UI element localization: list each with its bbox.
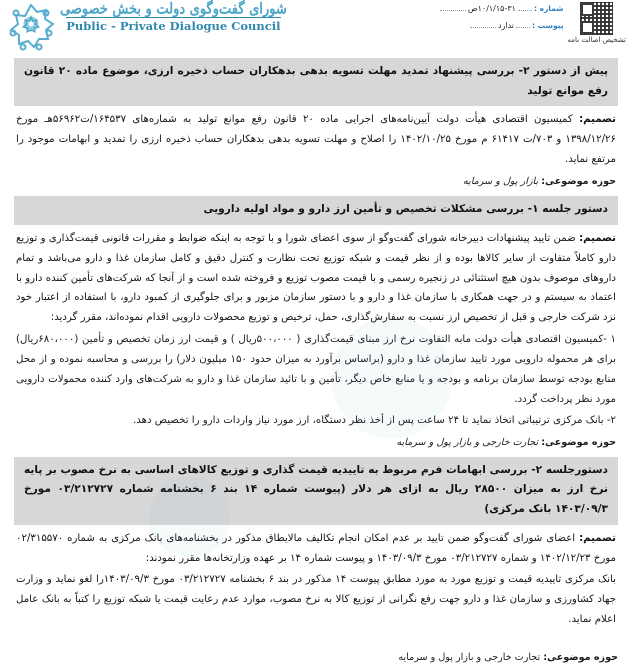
subject-label: حوزه موضوعی: <box>541 175 616 187</box>
numbered-item: ۱ -کمیسیون اقتصادی هیأت دولت مابه التفاوت نرخ ارز مبنای قیمت‌گذاری ( ۵۰۰،۰۰۰ریال ) و قیمت ارز زمان تخصیص و تأمین (۶۸۰،۰۰۰ریال) برای هر محموله دارویی مورد تایید سازمان غذا و دارو (براساس برآورد به میزان حدود ۱۵۰ میلیون دلار) را بررسی و محاسبه نموده و از محل منابع بودجه توسط سازمان برنامه و بودجه و یا منابع خاص دیگر، تأمین و با تائید سازمان غذا و دارو به شرکت‌های وارد کننده محمولات دارویی مورد نظر پرداخت گردد. <box>16 334 616 405</box>
attachment-row <box>440 20 564 30</box>
dotted-rule <box>516 20 530 28</box>
letter-meta-block <box>440 2 626 44</box>
logo-title-en: Public - Private Dialogue Council <box>66 19 281 33</box>
subject-value: تجارت خارجی و بازار پول و سرمایه <box>398 652 541 663</box>
section-heading: دستور جلسه ۱- بررسی مشکلات تخصیص و تأمین ارز دارو و مواد اولیه دارویی <box>14 196 618 225</box>
decision-paragraph <box>14 529 618 569</box>
decision-label: تصمیم: <box>579 532 616 544</box>
qr-caption: تشخیص اصالت نامه <box>567 36 626 44</box>
dotted-rule-tail <box>470 20 496 28</box>
letter-number-row <box>440 3 564 13</box>
decision-text: اعضای شورای گفت‌وگو ضمن تایید بر عدم امکان انجام تکالیف مالایطاق مذکور در بخشنامه‌های بانک مرکزی به شماره ۰۲/۳۱۵۵۷۰ مورخ ۱۴۰۲/۱۲/۲۳ و شماره ۰۳/۲۱۲۷۲۷ مورخ ۱۴۰۳/۰۹/۳ و پیوست شماره ۱۴ بر عهده وزارتخانه‌ها مقرر نمودند: <box>16 532 616 564</box>
decision-text: ضمن تایید پیشنهادات دبیرخانه شورای گفت‌وگو از سوی اعضای شورا و با توجه به اینکه ضوابط و مقررات قانونی قیمت‌گذاری و توزیع دارو کاملاً متفاوت از سایر کالاها بوده و از نظر قیمت و شبکه توزیع تحت نظارت و کنترل دقیق و کامل سازمان غذا و دارو می‌باشد و تمام داروهای موصوف بدون هیچ استثنائی در زنجیره رسمی و با قیمت مصوب توزیع و فروخته شده است و از آنجا که شرکت‌های تأمین کننده دارو با اعتماد به سیستم و در جهت همکاری با سازمان غذا و دارو و با دستور سازمان مزبور و برای جلوگیری از کمبود دارو، با استفاده از اعتبار خود نزد شرکت خارجی و قبل از تخصیص ارز نسبت به سفارش‌گذاری، حمل، ترخیص و توزیع محصولات دارویی اقدام نموده‌اند، مقرر گردید: <box>16 232 616 324</box>
section-heading: پیش از دستور ۲- بررسی پیشنهاد تمدید مهلت تسویه بدهی بدهکاران حساب ذخیره ارزی، موضوع ماده ۲۰ قانون رفع موانع تولید <box>14 58 618 106</box>
logo-title-fa: شورای گفت‌وگوی دولت و بخش خصوصی <box>60 0 287 19</box>
section-heading: دستورجلسه ۲- بررسی ابهامات فرم مربوط به تاییدیه قیمت گذاری و توزیع کالاهای اساسی به نرخ مصوب بر پایه نرخ ارز به میزان ۲۸۵۰۰ ریال به ازای هر دلار (پیوست شماره ۱۴ بند ۶ بخشنامه شماره ۰۳/۲۱۲۷۲۷ مورخ ۱۴۰۳/۰۹/۳ بانک مرکزی) <box>14 457 618 525</box>
decision-label: تصمیم: <box>579 114 617 126</box>
document-body <box>0 58 632 630</box>
authenticity-qr-block[interactable] <box>568 2 626 44</box>
decision-label: تصمیم: <box>579 232 616 244</box>
numbered-item: ۲- بانک مرکزی ترتیباتی اتخاذ نماید تا ۲۴ ساعت پس از أخذ نظر دستگاه، ارز مورد نیاز واردات دارو را تخصیص دهد. <box>133 414 616 426</box>
letter-number-value: ۱۰/۱/۱۵-۳۱ص <box>467 4 516 13</box>
dotted-rule-tail <box>440 3 466 11</box>
letterhead <box>0 0 632 52</box>
subject-line <box>14 434 618 451</box>
attachment-value: ندارد <box>497 21 515 30</box>
closing-paragraph: بانک مرکزی تاییدیه قیمت و توزیع مورد به مورد مطابق پیوست ۱۴ مذکور در بند ۶ بخشنامه ۰۳/۲۱۲۷۲۷ مورخ ۱۴۰۳/۰۹/۳را لغو نماید و وزارت جهاد کشاورزی و سازمان غذا و دارو جهت رفع نگرانی از توزیع کالا به نرخ مصوب، موارد عدم رعایت قیمت یا شبکه توزیع را کتباً به بانک عامل اعلام نماید. <box>16 574 616 626</box>
attachment-label: پیوست : <box>532 21 564 30</box>
meta-fields <box>440 2 564 30</box>
subject-value: تجارت خارجی و بازار پول و سرمایه <box>396 436 539 448</box>
subject-line <box>14 652 618 663</box>
subject-label: حوزه موضوعی: <box>541 436 616 448</box>
subject-label: حوزه موضوعی: <box>543 652 618 663</box>
decision-paragraph <box>14 229 618 328</box>
decision-paragraph <box>14 110 618 170</box>
dotted-rule <box>518 3 532 11</box>
letter-number-label: شماره : <box>533 4 564 13</box>
council-logo <box>4 2 287 52</box>
star-emblem-icon <box>4 2 58 52</box>
subject-line <box>14 173 618 190</box>
qr-code-icon[interactable] <box>580 2 613 35</box>
subject-value: بازار پول و سرمایه <box>463 175 539 187</box>
decision-text: کمیسیون اقتصادی هیأت دولت آیین‌نامه‌های اجرایی ماده ۲۰ قانون رفع موانع تولید به شماره‌های ۱۶۴۵۳۷/ت۵۶۹۶۲هـ مورخ ۱۳۹۸/۱۲/۲۶ و ۷۰۳/ت ۶۱۴۱۷ م مورخ ۱۴۰۲/۱۰/۲۵ را اصلاح و مهلت تسویه بدهی بدهکاران حساب ذخیره ارزی را تمدید و ابهامات موجود را مرتفع نماید. <box>16 114 616 165</box>
logo-text <box>60 2 287 33</box>
